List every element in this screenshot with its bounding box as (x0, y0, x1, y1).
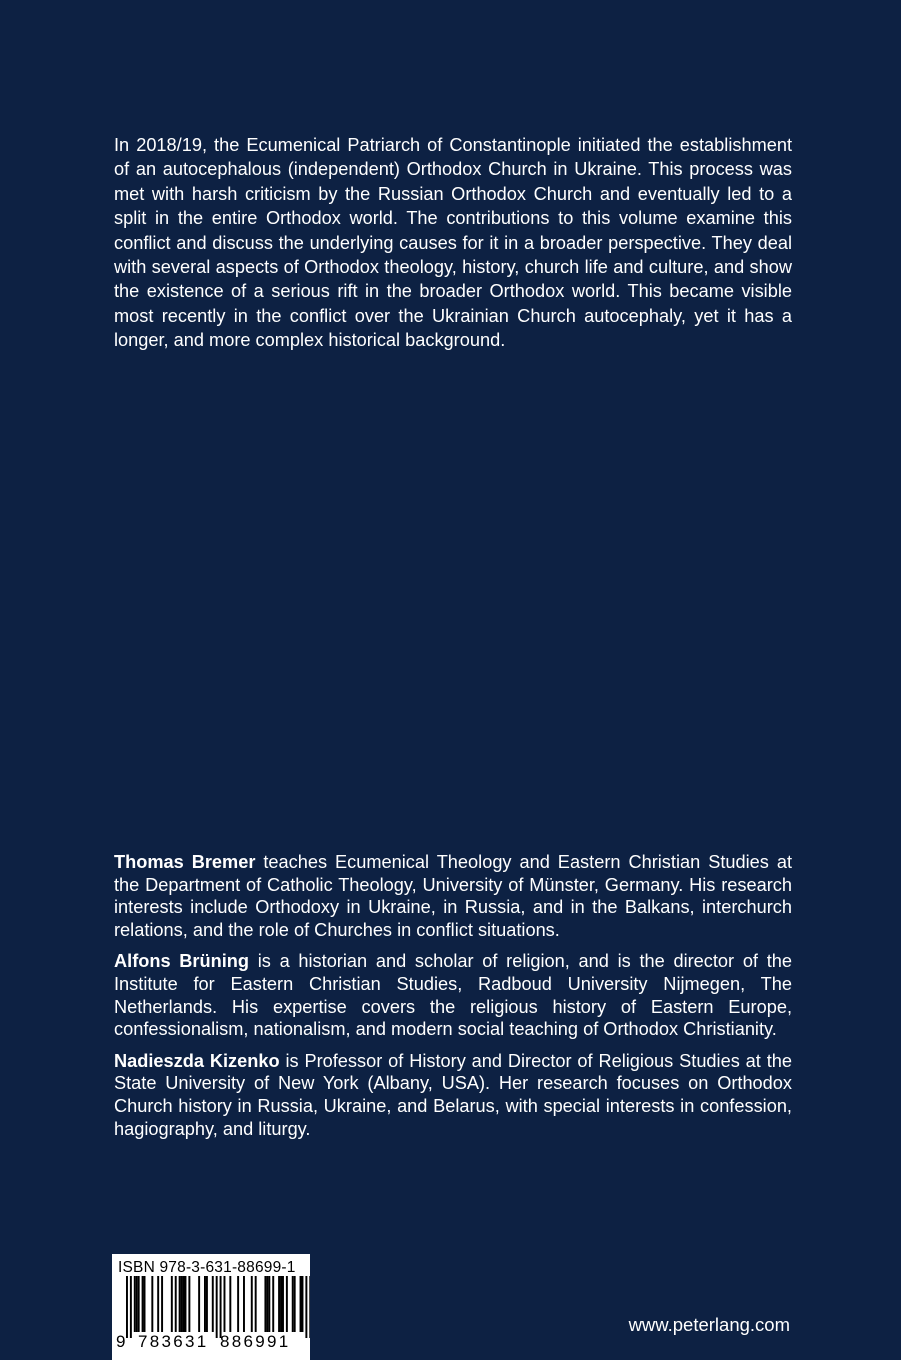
barcode-bar (181, 1276, 183, 1332)
barcode-bar (171, 1276, 173, 1332)
barcode-bar (151, 1276, 153, 1332)
bio-text: teaches Ecumenical Theology and Eastern Christian Studies at the Department of Catholic Theology, University of Münster, Germany. His research interests include Orthodoxy in Ukraine, in Russia, and in the Balkans, interchurch relations, and the role of Churches in conflict situations. (114, 852, 792, 940)
bio-name: Thomas Bremer (114, 852, 256, 872)
barcode-bar (309, 1276, 310, 1338)
barcode-bar (268, 1276, 270, 1332)
barcode-bar (206, 1276, 208, 1332)
barcode-bar (220, 1276, 222, 1338)
bio-name: Nadieszda Kizenko (114, 1050, 280, 1071)
barcode-bar (229, 1276, 231, 1332)
publisher-website: www.peterlang.com (628, 1314, 790, 1335)
barcode-bar (305, 1276, 307, 1338)
ean-left-group: 783631 (138, 1332, 209, 1351)
barcode-bar (198, 1276, 200, 1332)
bio-name: Alfons Brüning (114, 951, 249, 972)
barcode-bars (112, 1276, 310, 1338)
barcode-bar (251, 1276, 253, 1332)
barcode-bar (286, 1276, 288, 1332)
barcode-bar (188, 1276, 190, 1332)
barcode-bar (266, 1276, 268, 1332)
barcode-bar (134, 1276, 136, 1332)
barcode-bar (224, 1276, 226, 1332)
author-bios (114, 851, 792, 1149)
barcode-bar (264, 1276, 266, 1332)
barcode-bar (272, 1276, 274, 1332)
barcode-bar (204, 1276, 206, 1332)
barcode-bar (161, 1276, 163, 1332)
ean-digits (112, 1332, 310, 1354)
barcode-bar (183, 1276, 185, 1332)
bio-alfons-bruning (114, 950, 792, 1040)
barcode-bar (138, 1276, 140, 1332)
barcode-bar (300, 1276, 302, 1332)
bio-nadieszda-kizenko (114, 1050, 792, 1140)
barcode-bar (212, 1276, 214, 1332)
barcode-bar (255, 1276, 257, 1332)
bio-text: is Professor of History and Director of Religious Studies at the State University of New York (Albany, USA). Her research focuses on Orthodox Church history in Russia, Ukraine, and Belarus, with special interests in confession, hagiography, and liturgy. (114, 1050, 792, 1139)
barcode-bar (185, 1276, 187, 1332)
barcode-bar (278, 1276, 280, 1332)
isbn-barcode (112, 1254, 310, 1360)
barcode-bar (142, 1276, 144, 1332)
barcode-bar (175, 1276, 177, 1332)
barcode-bar (294, 1276, 296, 1332)
blurb-paragraph: In 2018/19, the Ecumenical Patriarch of Constantinople initiated the establishment of an autocephalous (independent) Orthodox Church in Ukraine. This process was met with harsh criticism by the Russian Orthodox Church and eventually led to a split in the entire Orthodox world. The contributions to this volume examine this conflict and discuss the underlying causes for it in a broader perspective. They deal with several aspects of Orthodox theology, history, church life and culture, and show the existence of a serious rift in the broader Orthodox world. This became visible most recently in the conflict over the Ukrainian Church autocephaly, yet it has a longer, and more complex historical background. (114, 135, 792, 351)
ean-first-digit: 9 (116, 1332, 126, 1351)
bio-text: is a historian and scholar of religion, and is the director of the Institute for Eastern Christian Studies, Radboud University Nijmegen, The Netherlands. His expertise covers the religious history of Eastern Europe, confessionalism, nationalism, and modern social teaching of Orthodox Christianity. (114, 951, 792, 1040)
barcode-bar (144, 1276, 146, 1332)
barcode-bar (136, 1276, 138, 1332)
barcode-bar (130, 1276, 132, 1338)
bio-thomas-bremer (114, 851, 792, 941)
isbn-label: ISBN 978-3-631-88699-1 (118, 1259, 296, 1276)
back-cover-blurb (114, 133, 792, 353)
barcode-bar (126, 1276, 128, 1338)
ean-right-group: 886991 (220, 1332, 291, 1351)
barcode-bar (157, 1276, 159, 1332)
barcode-bar (216, 1276, 218, 1338)
barcode-bar (282, 1276, 284, 1332)
barcode-bar (280, 1276, 282, 1332)
barcode-bar (237, 1276, 239, 1332)
barcode-bar (179, 1276, 181, 1332)
barcode-bar (302, 1276, 304, 1332)
barcode-bar (292, 1276, 294, 1332)
barcode-bar (243, 1276, 245, 1332)
